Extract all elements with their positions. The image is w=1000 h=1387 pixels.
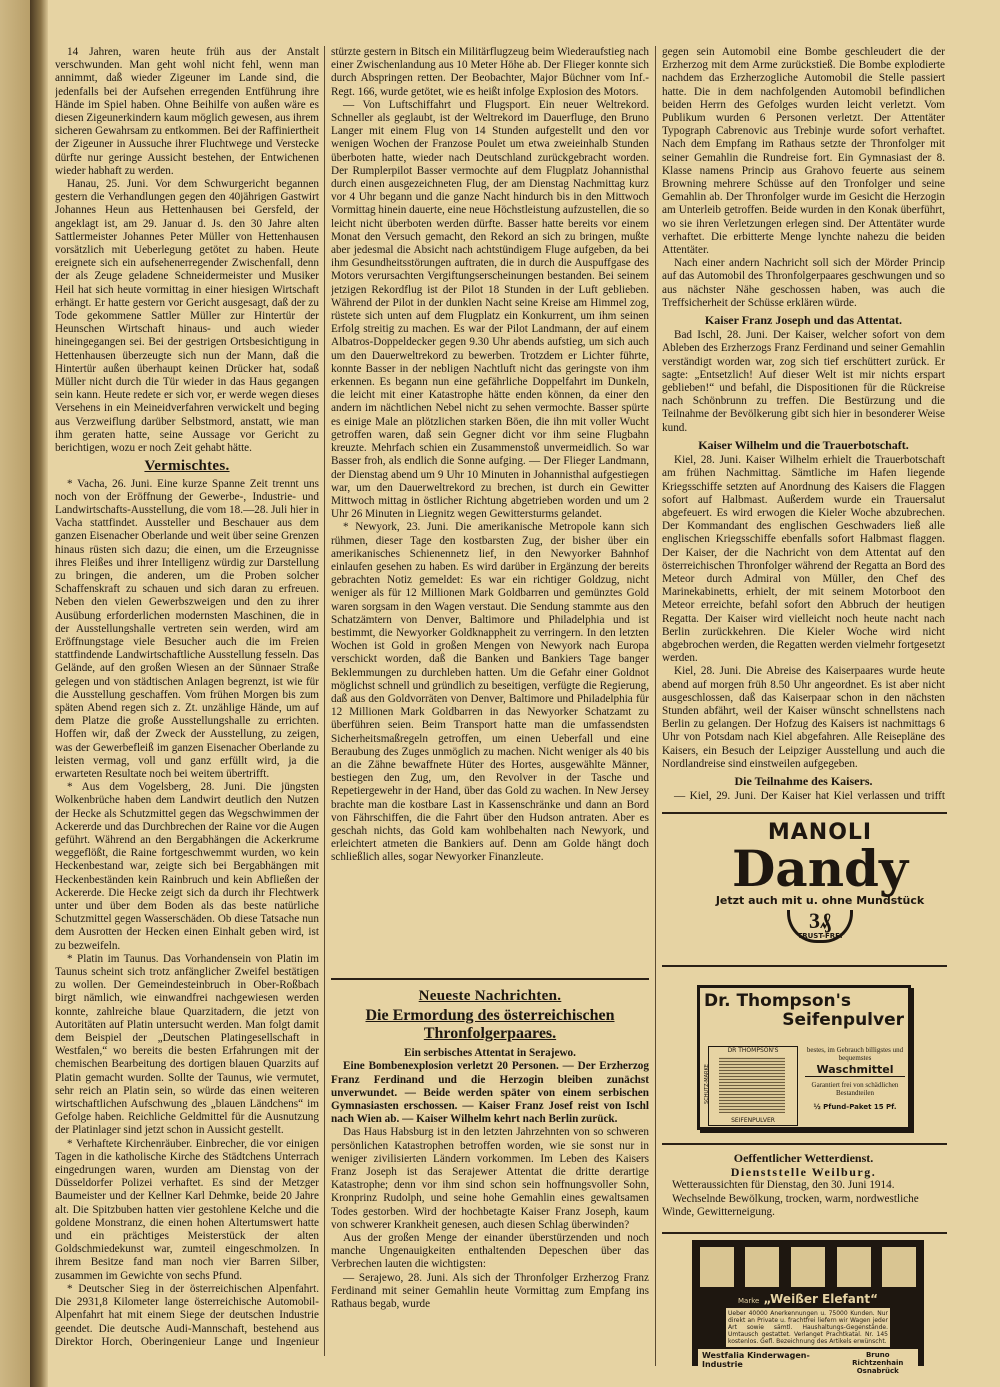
ad-title: Dr. Thompson's xyxy=(704,991,851,1011)
ad-text: Ueber 40000 Anerkennungen u. 75000 Kunden. Nur direkt an Private u. frachtfrei liefern wir Wagen jeder Art sowie sämtl. Haushaltungs-Gegenstände. Umtausch gestattet. Verlanget Prachtkatal. Nr. 145 kostenlos. Gefl. Bezeichnung des Artikels erwünscht. xyxy=(728,1310,888,1345)
trademark-bottom: SEIFENPULVER xyxy=(731,1117,775,1124)
article-paragraph: — Von Luftschiffahrt und Flugsport. Ein neuer Weltrekord. Schneller als geglaubt, ist der Weltrekord im Dauerfluge, den Bruno Langer mit einem Flug von 14 Stunden aufgestellt und den vor wenigen Wochen der Franzose Poulet um etwa zweieinhalb Stunden überboten hatte, wieder nach Deutschland zurückgebracht worden. Der Rumplerpilot Basser vermochte auf dem Flugplatz Johannisthal durch einen ausgezeichneten Flug, der am Dienstag Nachmittag kurz vor 4 Uhr begann und die ganze Nacht hindurch bis in den Mittwoch Vormittag hinein dauerte, eine neue Höchstleistung aufzustellen, die so leicht nicht überboten werden dürfte. Basser hatte bereits vor einem Monat den Versuch gemacht, den Rekord an sich zu bringen, mußte aber jedesmal die Absicht nach achtstündigem Fluge aufgeben, da bei ihm Gesundheitsstörungen auftraten, die in durch die Auspuffgase des Motors verursachten Vergiftungserscheinungen bestanden. Bei seinem jetzigen Rekordflug ist der Pilot 18 Stunden in der Luft geblieben. Während der Pilot in der dunklen Nacht seine Kreise am Himmel zog, rüstete sich unten auf dem Flugplatz ein Konkurrent, um ihm seinen Erfolg streitig zu machen. Es war der Pilot Landmann, der auf einem Albatros-Doppeldecker gegen 9.30 Uhr abends aufstieg, um sich auch um den Dauerweltrekord zu bewerben. Trotzdem er Lichter führte, konnte Basser in der nebligen Nachtluft nicht das geringste von ihm erkennen. Es begann nun eine gefährliche Doppelfahrt im Dunkeln, die leicht mit einer Katastrophe hätte enden können, da einer den andern im nächtlichen Nebel nicht zu sehen vermochte. Basser spürte es einige Male an plötzlichen starken Böen, die ihn mit voller Wucht getroffen waren, daß sein Gegner dicht vor ihm seine Flugbahn kreuzte. Mehrfach schien ein Zusammenstoß unvermeidlich. So war Basser froh, als endlich die Sonne aufging. — Der Flieger Landmann, der Dienstag abend um 9 Uhr 10 Minuten in Johannisthal aufgestiegen war, um den Dauerweltrekord zu brechen, ist durch ein Gewitter Mittwoch mittag in östlicher Richtung abgetrieben worden und um 2 Uhr 26 Minuten in Liegnitz wegen Gewittersturms gelandet. xyxy=(331,98,649,521)
ad-price: 3₰ xyxy=(809,908,831,933)
article-paragraph: * Verhaftete Kirchenräuber. Einbrecher, die vor einigen Tagen in die katholische Kirche des Städtchens Unterrach eingedrungen waren, wurden am Dienstag von der Düsseldorfer Polizei verhaftet. Es sind der Metzger Baumeister und der Kellner Karl Dehmke, beide 20 Jahre alt. Die Spitzbuben hatten vier gestohlene Kelche und die goldene Monstranz, die einen hohen Altertumswert hatte und ein prächtiges Meisterstück der alten Goldschmiedekunst war, zumteil eingeschmolzen. In ihrem Besitze fand man noch vier Barren Silber, zusammen im Gewichte von sechs Pfund. xyxy=(55,1137,319,1282)
ad-product: Waschmittel xyxy=(805,1066,905,1077)
ad-mark: „Weißer Elefant“ xyxy=(763,1292,878,1306)
ad-tagline: Jetzt auch mit u. ohne Mundstück xyxy=(715,894,925,907)
weather-station: Dienststelle Weilburg. xyxy=(730,1164,877,1179)
ad-rule xyxy=(662,812,947,814)
ad-subtitle: Seifenpulver xyxy=(782,1010,904,1030)
ad-address xyxy=(842,1351,914,1375)
swan-trademark-image xyxy=(719,1057,785,1113)
thompson-soap-ad xyxy=(697,985,911,1130)
section-rule xyxy=(331,978,649,980)
ad-company: Westfalia Kinderwagen-Industrie xyxy=(702,1351,810,1369)
ad-copy xyxy=(805,1046,905,1111)
weather-forecast: Wechselnde Bewölkung, trocken, warm, nordwestliche Winde, Gewitterneigung. xyxy=(662,1192,919,1218)
article-paragraph: Kiel, 28. Juni. Die Abreise des Kaiserpaares wurde heute abend auf morgen früh 8.50 Uhr angeordnet. Es ist aber nicht ausgeschlossen, daß das Kaiserpaar schon in den nächsten Stunden abfährt, weil der Kaiser wünscht schnellstens nach Berlin zu gelangen. Der Hofzug des Kaisers ist nachmittags 6 Uhr von Potsdam nach Kiel abgefahren. Alle Reisepläne des Kaisers, ein Besuch der Leipziger Ausstellung und auch die Nordlandreise sind einstweilen aufgegeben. xyxy=(662,665,945,770)
weather-title: Oeffentlicher Wetterdienst. xyxy=(733,1151,874,1165)
section-heading: Kaiser Wilhelm und die Trauerbotschaft. xyxy=(698,437,909,452)
washing-machine-illustration xyxy=(700,1247,734,1287)
article-paragraph: Ein serbisches Attentat in Serajewo. xyxy=(404,1047,576,1060)
article-paragraph: Aus der großen Menge der einander überstürzenden und noch manche Ungenauigkeiten enthaltenden Depeschen über das Verbrechen lauten die wichtigsten: xyxy=(331,1232,649,1271)
weisser-elefant-ad xyxy=(692,1240,924,1375)
section-heading: Vermischtes. xyxy=(144,458,230,475)
ad-mark-prefix: Marke xyxy=(737,1297,760,1305)
article-paragraph: * Newyork, 23. Juni. Die amerikanische Metropole kann sich rühmen, dieser Tage den kostbarsten Zug, der bisher über ein amerikanisches Schienennetz lief, in den Newyorker Bahnhof einlaufen gesehen zu haben. Es wird darüber in Ergänzung der bereits gebrachten Notiz gemeldet: Es war ein richtiger Goldzug, nicht weniger als für 12 Millionen Mark Goldbarren und gemünztes Gold waren sorgsam in den Wagen verstaut. Die Sendung stammte aus den Schatzämtern von Denver, Baltimore und Philadelphia und ist bestimmt, die Newyorker Goldknappheit zu verringern. In den letzten Wochen ist Gold in großen Mengen von Newyork nach Europa verschickt worden, daß die Banken und Bankiers Tage banger Beklemmungen zu durchleben hatten. Um die Gefahr einer Goldnot möglichst schnell und gründlich zu beseitigen, verfügte die Regierung, daß aus den Goldvorräten von Denver, Baltimore und Philadelphia für 12 Millionen Mark Goldbarren in das Newyorker Schatzamt zu überführen seien. Beim Transport hatte man die umfassendsten Sicherheitsmaßregeln getroffen, um einen Ueberfall und eine Beraubung des Zuges unmöglich zu machen. Nicht weniger als 40 bis an die Zähne bewaffnete Hüter des Hortes, ausgewählte Männer, bestiegen den Zug, um, den Revolver in der Tasche und Repetiergewehr in der Hand, über das Gold zu wachen. In New Jersey brachte man die kostbare Last in Kassenschränke und dann an Bord von Fährschiffen, die die Fahrt über den Hudson antraten. Aber es geschah nichts, das Gold kam wohlbehalten nach Newyork, und erleichtert atmeten die Bankiers auf. Denn am Golde hängt doch schließlich alles, sogar Newyorker Finanzleute. xyxy=(331,521,649,864)
ad-brand: MANOLI xyxy=(767,820,873,845)
trademark-top: DR THOMPSON'S xyxy=(727,1047,779,1054)
section-heading: Die Ermordung des österreichischen Thronfolgerpaares. xyxy=(365,1007,615,1043)
article-paragraph: stürzte gestern in Bitsch ein Militärflugzeug beim Wiederaufstieg nach einer Zwischenlandung aus 10 Meter Höhe ab. Der Flieger konnte sich durch Abspringen retten. Der Beobachter, Major Büchner vom Inf.-Regt. 166, wurde getötet, wie es heißt infolge Explosion des Motors. xyxy=(331,46,649,98)
child-illustration xyxy=(745,1247,779,1287)
ad-city: Osnabrück xyxy=(856,1367,899,1375)
page-gutter xyxy=(30,0,48,1387)
ad-price-note: TRUST-FREI xyxy=(797,932,843,940)
ad-footer xyxy=(698,1349,918,1377)
article-paragraph: Kiel, 28. Juni. Kaiser Wilhelm erhielt die Trauerbotschaft am frühen Nachmittag. Sämtliche im Hafen liegende Kriegsschiffe setzten auf Anordnung des Kaisers die Flaggen sofort auf Halbmast. Außerdem wurde ein Trauersalut abgefeuert. Es wird erwogen die Kieler Woche abzubrechen. Der Kommandant des englischen Geschwaders ließ alle englischen Kriegsschiffe ebenfalls sofort Halbmast flaggen. Der Kaiser, der die Nachricht von dem Attentat auf den österreichischen Thronfolger während der Regatta an Bord des Meteor durch Admiral von Müller, den Chef des Marinekabinetts, erhielt, der mit seinem Motorboot den Meteor erreichte, befahl sofort den Abbruch der heutigen Regatta. Der Kaiser wird vielleicht noch heute nacht nach Berlin zurückkehren. Die Kieler Woche wird nicht abgebrochen werden, die Regatten werden vielmehr fortgesetzt werden. xyxy=(662,454,945,665)
ad-claim: bestes, im Gebrauch billigstes und bequemstes xyxy=(806,1046,904,1062)
column-3 xyxy=(662,46,945,801)
article-paragraph: — Kiel, 29. Juni. Der Kaiser hat Kiel verlassen und trifft xyxy=(674,790,945,801)
trademark-side: SCHUTZ-MARKE xyxy=(703,1064,710,1104)
trademark-box xyxy=(703,1046,798,1126)
article-paragraph: Bad Ischl, 28. Juni. Der Kaiser, welcher sofort von dem Ableben des Erzherzogs Franz Ferdinand und seiner Gemahlin verständigt worden war, zog sich tief erschüttert zurück. Er sagte: „Entsetzlich! Auf dieser Welt ist mir nichts erspart geblieben!“ und befahl, die Dispositionen für die Rückreise nach Schönbrunn zu treffen. Die Bestürzung und die Teilnahme der Bevölkerung gibt sich hier in besonderer Weise kund. xyxy=(662,329,945,434)
column-divider xyxy=(655,46,656,1366)
ad-rule xyxy=(662,965,947,967)
ad-brand-mark xyxy=(694,1292,922,1306)
column-1 xyxy=(55,46,319,1346)
ad-product-name: Dandy xyxy=(731,839,909,898)
ad-package-price: ½ Pfund-Paket 15 Pf. xyxy=(813,1103,897,1111)
article-paragraph: Das Haus Habsburg ist in den letzten Jahrzehnten von so schweren persönlichen Katastrophen betroffen worden, wie sie sonst nur in weniger zivilisierten Ländern vorkommen. Im Leben des Kaisers Franz Joseph ist das Serajewer Attentat die dritte derartige Katastrophe; denn vor ihm sind schon sein hoffnungsvoller Sohn, Kronprinz Rudolph, und seine hohe Gemahlin eines gewaltsamen Todes gestorben. Wird der hochbetagte Kaiser Franz Joseph, kaum von schwerer Krankheit genesen, auch diesen Schlag überwinden? xyxy=(331,1126,649,1231)
article-paragraph: Nach einer andern Nachricht soll sich der Mörder Princip auf das Automobil des Thronfolgerpaares geschwungen und so aus nächster Nähe geschossen haben, was auch die Treffsicherheit der Schüsse erklären würde. xyxy=(662,257,945,309)
section-heading: Kaiser Franz Joseph und das Attentat. xyxy=(704,313,903,328)
handcart-illustration xyxy=(837,1247,871,1287)
weather-outlook: Wetteraussichten für Dienstag, den 30. Juni 1914. xyxy=(672,1179,895,1191)
ad-price-badge xyxy=(787,910,853,943)
ad-illustrations xyxy=(694,1242,922,1292)
article-paragraph: 14 Jahren, waren heute früh aus der Anstalt verschwunden. Man geht wohl nicht fehl, wenn man annimmt, daß wieder Zigeuner im Lande sind, die jedenfalls bei der Aufsehen erregenden Entführung ihre Hände im Spiel haben. Ohne Beihilfe von außen wäre es diesen Zigeunerkindern kaum möglich gewesen, aus ihrem sicheren Gewahrsam zu entkommen. Bei der Raffiniertheit der Zigeuner in Aussuche ihrer Fluchtwege und Verstecke dürfte nur geringe Aussicht bestehen, der Entwichenen wieder habhaft zu werden. xyxy=(55,46,319,177)
elephant-illustration xyxy=(791,1247,825,1287)
article-paragraph: * Vacha, 26. Juni. Eine kurze Spanne Zeit trennt uns noch von der Eröffnung der Gewerbe-, Industrie- und Landwirtschafts-Ausstellung, die vom 18.—28. Juli hier in Vacha stattfindet. Aussteller und Beschauer aus dem ganzen Eisenacher Oberlande und weit über seine Grenzen hinaus rüsten sich dazu; die einen, um die Erzeugnisse ihres Fleißes und ihrer Intelligenz würdig zur Darstellung zu bringen, die anderen, um die Proben solcher Schaffenskraft zu schauen und sich daran zu erfreuen. Neben den vielen Gewerbszweigen und den zu ihrer Ausübung erforderlichen modernsten Maschinen, die in der Ausstellungshalle vertreten sein werden, wird am Eröffnungstage viele Besucher auch die im Freien stattfindende Landwirtschaftliche Ausstellung fesseln. Das Gelände, auf den großen Wiesen an der Sünnaer Straße gelegen und von städtischen Anlagen begrenzt, ist wie für die Ausstellung geschaffen. Vom frühen Morgen bis zum späten Abend regen sich z. Zt. unzählige Hände, um auf dem Platze die große Ausstellungshalle zu errichten. Hoffen wir, daß der Zweck der Ausstellung, zu zeigen, was der Gewerbefleiß im ganzen Eisenacher Oberlande zu leisten vermag, voll und ganz erfüllt wird, ja die erwarteten Resultate noch bei weitem übertrifft. xyxy=(55,477,319,780)
article-paragraph: * Aus dem Vogelsberg, 28. Juni. Die jüngsten Wolkenbrüche haben dem Landwirt deutlich den Nutzen der Hecke als Schutzmittel gegen das Wegschwimmen der Ackererde und das Durchbrechen der Raine vor die Augen geführt. Während an den Bergabhängen die Ackerkrume weggeflößt, die Raine fortgeschwemmt wurden, wo kein Heckenbestand war, zeigte sich bei Bergabhängen mit Heckenbeständen kein Rainbruch und kein Abfließen der Ackererde. Die Hecke zeigt sich da durch ihr Flechtwerk unter und über dem Boden als das beste natürliche Schutzmittel gegen Wasserschäden. Ob diese Tatsache nun dem Ausrotten der Hecken einen Einhalt geben wird, ist zu bezweifeln. xyxy=(55,781,319,952)
article-paragraph: * Deutscher Sieg in der österreichischen Alpenfahrt. Die 2931,8 Kilometer lange österreichische Automobil-Alpenfahrt hat mit einem Siege der deutschen Industrie geendet. Die deutsche Audi-Mannschaft, bestehend aus Direktor Horch, Oberingenieur Lange und Ingenieur xyxy=(55,1282,319,1346)
column-divider xyxy=(324,46,325,1356)
manoli-dandy-ad xyxy=(690,822,950,957)
section-heading: Die Teilnahme des Kaisers. xyxy=(734,773,873,788)
column-2-miscellaneous xyxy=(331,46,649,974)
article-paragraph: * Platin im Taunus. Das Vorhandensein von Platin im Taunus scheint sich trotz anfänglicher Zweifel bestätigen zu wollen. Der Gemeindesteinbruch in Ober-Roßbach birgt nämlich, wie einwandfrei nachgewiesen werden konnte, zahlreiche blaue Quarzitadern, die jetzt von Autoritäten auf Platin untersucht werden. Man folgt damit dem Beispiel der „Deutschen Platingesellschaft in Westfalen,“ wo bereits die besten Erfahrungen mit der chemischen Bearbeitung des dortigen blauen Quarzits auf Platin gemacht wurden. Sollte der Taunus, wie vermutet, sehr reich an Platin sein, so würde das einen weiteren wirtschaftlichen Aufschwung des „blauen Ländchens“ im Gefolge haben. Reichliche Geldmittel für die Ausnutzung der Platinlager sind jetzt schon in Aussicht gestellt. xyxy=(55,952,319,1137)
article-paragraph: Hanau, 25. Juni. Vor dem Schwurgericht begannen gestern die Verhandlungen gegen den 40jährigen Gastwirt Johannes Heun aus Hettenhausen bei Gersfeld, der angeklagt ist, am 29. Januar d. Js. den 30 Jahre alten Sattlermeister Johannes Peter Müller von Hettenhausen vorsätzlich mit Ueberlegung getötet zu haben. Heute ereignete sich ein aufsehenerregender Zwischenfall, denn der als Zeuge geladene Schneidermeister und Musiker Heil hat sich heute vormittag in einer hiesigen Wirtschaft erhängt. Er hatte gestern vor Gericht ausgesagt, daß der zu Tode gekommene Sattler Müller zur Hintertür der Heunschen Wirtschaft hinaus- und auch wieder hineingegangen sei. Bei der gestrigen Ortsbesichtigung in Hettenhausen überzeugte sich nun der Mann, daß die Hintertür außen überhaupt keinen Drücker hat, sodaß Müller nicht durch die Tür wieder in das Haus gegangen sein kann. Heute redete er sich vor, er werde wegen dieses Versehens in ein Meineidverfahren verwickelt und beging aus Verzweiflung darüber Selbstmord, anstatt, wie man ihm geraten hatte, seine Aussage vor Gericht zu berichtigen, wozu er noch Zeit gehabt hätte. xyxy=(55,178,319,455)
stove-illustration xyxy=(882,1247,916,1287)
article-paragraph: — Serajewo, 28. Juni. Als sich der Thronfolger Erzherzog Franz Ferdinand mit seiner Gemahlin heute Vormittag zum Empfang ins Rathaus begab, wurde xyxy=(331,1271,649,1311)
ad-owner: Bruno Richtzenhain xyxy=(852,1351,904,1367)
ad-rule xyxy=(662,1232,947,1234)
weather-report xyxy=(662,1152,945,1220)
article-paragraph: Eine Bombenexplosion verletzt 20 Personen. — Der Erzherzog Franz Ferdinand und die Herzogin bleiben zunächst unverwundet. — Beide werden später von einem serbischen Gymnasiasten erschossen. — Kaiser Franz Josef reist von Ischl nach Wien ab. — Kaiser Wilhelm kehrt nach Berlin zurück. xyxy=(331,1060,649,1126)
article-paragraph: gegen sein Automobil eine Bombe geschleudert die der Erzherzog mit dem Arme zurückstieß. Die Bombe explodierte nachdem das Erzherzogliche Automobil die Stelle passiert hatte. Die in dem nachfolgenden Automobil befindlichen beiden Herrn des Gefolges wurden leicht verletzt. Vom Publikum wurden 6 Personen verletzt. Der Attentäter Typograph Cabrenovic aus Trebinje wurde sofort verhaftet. Nach dem Empfang im Rathaus setzte der Thronfolger mit seiner Gemahlin die Rundreise fort. Ein Gymnasiast der 8. Klasse namens Princip aus Grahovo feuerte aus seinem Browning mehrere Schüsse auf den Tronfolger und seine Gemahlin ab. Der Thronfolger wurde im Gesicht die Herzogin am Unterleib getroffen. Beide wurden in den Konak überführt, wo sie ihren Verletzungen erlegen sind. Der Attentäter wurde verhaftet. Die erbitterte Menge lynchte nahezu die beiden Attentäter. xyxy=(662,46,945,257)
column-2-latest-news xyxy=(331,985,649,1355)
previous-page-edge xyxy=(0,0,30,1387)
ad-guarantee: Garantiert frei von schädlichen Bestandteilen xyxy=(811,1081,899,1097)
section-heading: Neueste Nachrichten. xyxy=(418,988,562,1004)
ad-rule xyxy=(662,1143,947,1145)
